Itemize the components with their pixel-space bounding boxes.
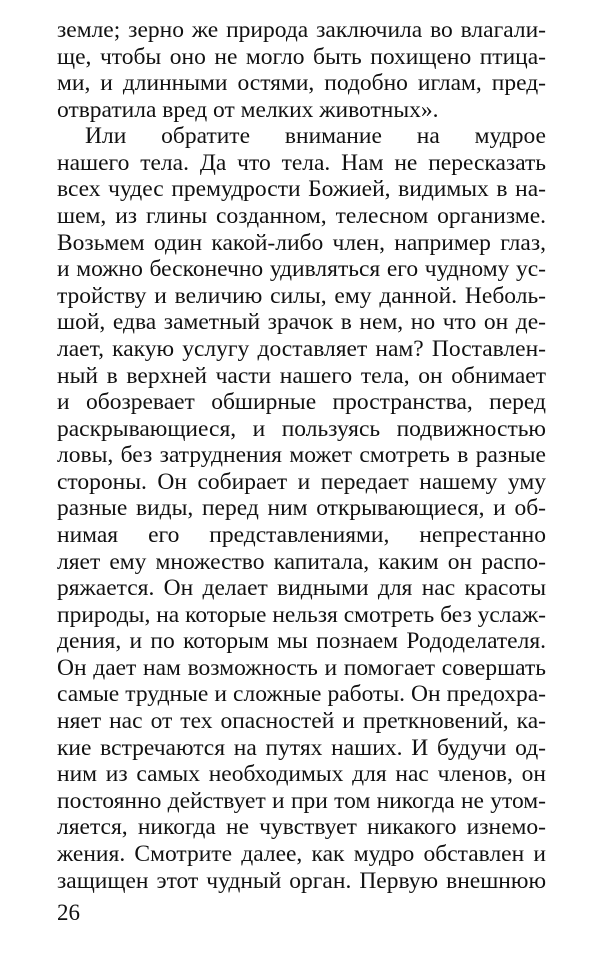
text-line: ним из самых необходимых для нас членов, он <box>57 761 546 788</box>
text-line: и можно бесконечно удивляться его чудному ус- <box>57 256 546 283</box>
text-line: и обозревает обширные пространства, перед <box>57 389 546 416</box>
text-line: отвратила вред от мелких животных». <box>57 96 439 123</box>
text-line: шем, из глины созданном, телесном организме. <box>57 203 546 230</box>
text-line: постоянно действует и при том никогда не утом- <box>57 787 546 814</box>
text-line: ми, и длинными остями, подобно иглам, пред- <box>57 70 546 97</box>
page-body <box>57 17 546 894</box>
text-line: природы, на которые нельзя смотреть без услаж- <box>57 601 546 628</box>
text-line: нашего тела. Да что тела. Нам не пересказать <box>57 149 546 176</box>
text-line: ряжается. Он делает видными для нас красоты <box>57 575 546 602</box>
text-line: стороны. Он собирает и передает нашему уму <box>57 468 546 495</box>
text-line: няет нас от тех опасностей и преткновений, ка- <box>57 708 546 735</box>
text-line: ляет ему множество капитала, каким он распо- <box>57 548 546 575</box>
text-line: тройству и величию силы, ему данной. Неболь- <box>57 282 546 309</box>
text-line: лает, какую услугу доставляет нам? Поставлен- <box>57 335 546 362</box>
text-line: дения, и по которым мы познаем Рододелателя. <box>57 628 546 655</box>
text-line: ще, чтобы оно не могло быть похищено птица- <box>57 43 546 70</box>
text-line: ляется, никогда не чувствует никакого изнемо- <box>57 814 546 841</box>
text-line: ный в верхней части нашего тела, он обнимает <box>57 362 546 389</box>
text-line: Возьмем один какой-либо член, например глаз, <box>57 229 546 256</box>
text-line: раскрывающиеся, и пользуясь подвижностью <box>57 415 546 442</box>
text-line: ловы, без затруднения может смотреть в разные <box>57 442 546 469</box>
page-number: 26 <box>57 900 80 925</box>
text-line: защищен этот чудный орган. Первую внешнюю <box>57 867 546 894</box>
text-line: кие встречаются на путях наших. И будучи од- <box>57 734 546 761</box>
text-line: всех чудес премудрости Божией, видимых в на- <box>57 176 546 203</box>
text-line: разные виды, перед ним открывающиеся, и об- <box>57 495 546 522</box>
text-line: нимая его представлениями, непрестанно <box>57 521 546 548</box>
text-line: земле; зерно же природа заключила во влагали- <box>57 17 546 43</box>
text-line: Или обратите внимание на мудрое <box>85 123 546 150</box>
text-line: шой, едва заметный зрачок в нем, но что он де- <box>57 309 546 336</box>
text-line: жения. Смотрите далее, как мудро обставлен и <box>57 840 546 867</box>
text-line: Он дает нам возможность и помогает совершать <box>57 654 546 681</box>
text-line: самые трудные и сложные работы. Он предохра- <box>57 681 546 708</box>
